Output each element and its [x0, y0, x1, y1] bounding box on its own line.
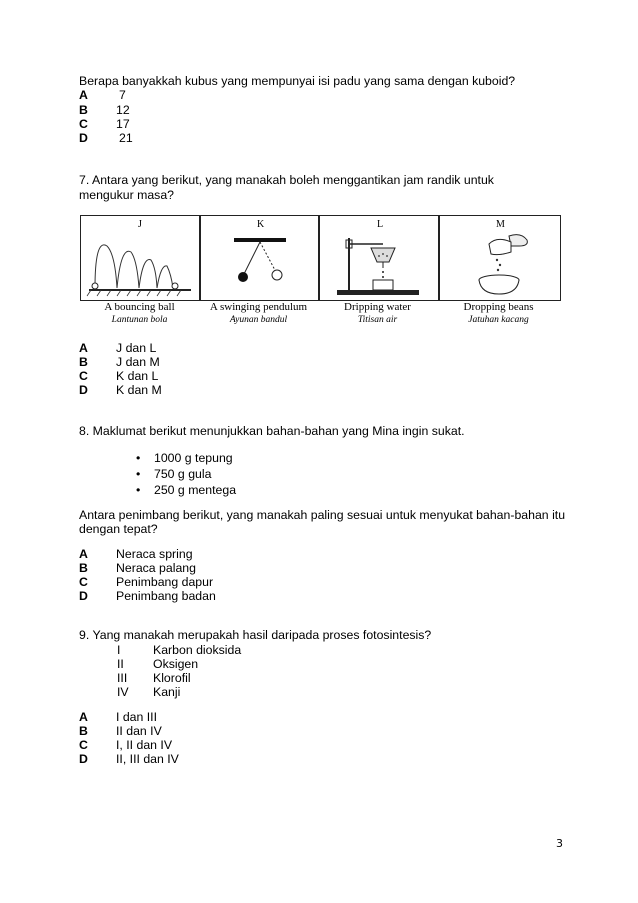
q9-option-b-text: II dan IV: [116, 724, 162, 738]
q6-option-b-text: 12: [116, 103, 130, 117]
q9-roman-iii: III: [117, 671, 128, 685]
q9-item-ii: Oksigen: [153, 657, 199, 671]
q7-option-d-text: K dan M: [116, 383, 162, 397]
q7-option-b-text: J dan M: [116, 355, 160, 369]
figure-letter-k: K: [257, 219, 265, 230]
q8-ingredient-list: [136, 450, 236, 498]
figure-cell-k: [199, 215, 320, 301]
q9-option-d-text: II, III dan IV: [116, 752, 179, 766]
figure-caption-l: Dripping water: [344, 301, 411, 313]
q6-question: Berapa banyakkah kubus yang mempunyai isi padu yang sama dengan kuboid?: [79, 74, 516, 88]
q9-option-a-text: I dan III: [116, 710, 158, 724]
q8-question-line1: Antara penimbang berikut, yang manakah paling sesuai untuk menyukat bahan-bahan itu: [79, 508, 566, 522]
q8-option-d-text: Penimbang badan: [116, 589, 216, 603]
q9-option-d-letter: D: [79, 752, 88, 766]
q7-question-line1: 7. Antara yang berikut, yang manakah boleh menggantikan jam randik untuk: [79, 173, 494, 187]
figure-caption-m: Dropping beans: [463, 301, 534, 313]
figure-cell-l: [318, 215, 440, 301]
q9-roman-ii: II: [117, 657, 124, 671]
q9-option-b-letter: B: [79, 724, 88, 738]
q9-question: 9. Yang manakah merupakah hasil daripada proses fotosintesis?: [79, 628, 432, 642]
q8-option-c-letter: C: [79, 575, 88, 589]
q8-option-a-letter: A: [79, 547, 88, 561]
list-item: • 250 g mentega: [136, 482, 236, 498]
q7-option-c-letter: C: [79, 369, 88, 383]
figure-letter-m: M: [496, 219, 505, 230]
list-item: • 750 g gula: [136, 466, 236, 482]
q6-option-c-letter: C: [79, 117, 88, 131]
q6-option-d-text: 21: [119, 131, 133, 145]
q7-option-d-letter: D: [79, 383, 88, 397]
figure-caption-ms-k: Ayunan bandul: [229, 315, 288, 325]
list-item: • 1000 g tepung: [136, 450, 236, 466]
q8-option-a-text: Neraca spring: [116, 547, 193, 561]
q9-roman-iv: IV: [117, 685, 129, 699]
figure-letter-j: J: [138, 219, 142, 230]
q6-option-b-letter: B: [79, 103, 88, 117]
q9-item-iii: Klorofil: [153, 671, 191, 685]
figure-caption-j: A bouncing ball: [104, 301, 175, 313]
figure-caption-k: A swinging pendulum: [209, 301, 308, 313]
q7-option-b-letter: B: [79, 355, 88, 369]
q9-option-c-letter: C: [79, 738, 88, 752]
q8-option-c-text: Penimbang dapur: [116, 575, 214, 589]
q8-option-d-letter: D: [79, 589, 88, 603]
q7-option-a-text: J dan L: [116, 341, 157, 355]
figure-letter-l: L: [377, 219, 384, 230]
q6-option-d-letter: D: [79, 131, 88, 145]
figure-caption-ms-j: Lantunan bola: [111, 315, 168, 325]
figure-cell-m: [438, 215, 561, 301]
q7-option-c-text: K dan L: [116, 369, 159, 383]
q8-option-b-letter: B: [79, 561, 88, 575]
q8-question-line2: dengan tepat?: [79, 522, 158, 536]
page-number: 3: [556, 837, 563, 850]
q8-intro: 8. Maklumat berikut menunjukkan bahan-bahan yang Mina ingin sukat.: [79, 424, 465, 438]
q7-figure: [80, 215, 559, 330]
q9-roman-i: I: [117, 643, 121, 657]
q6-option-a-text: 7: [119, 88, 126, 102]
figure-caption-ms-m: Jatuhan kacang: [468, 315, 529, 325]
q6-option-a-letter: A: [79, 88, 88, 102]
q9-option-a-letter: A: [79, 710, 88, 724]
q9-option-c-text: I, II dan IV: [116, 738, 173, 752]
q7-option-a-letter: A: [79, 341, 88, 355]
q9-item-iv: Kanji: [153, 685, 181, 699]
q8-option-b-text: Neraca palang: [116, 561, 196, 575]
q9-item-i: Karbon dioksida: [153, 643, 242, 657]
figure-caption-ms-l: Titisan air: [357, 315, 398, 325]
figure-cell-j: [80, 215, 201, 301]
q7-question-line2: mengukur masa?: [79, 188, 175, 202]
q6-option-c-text: 17: [116, 117, 130, 131]
